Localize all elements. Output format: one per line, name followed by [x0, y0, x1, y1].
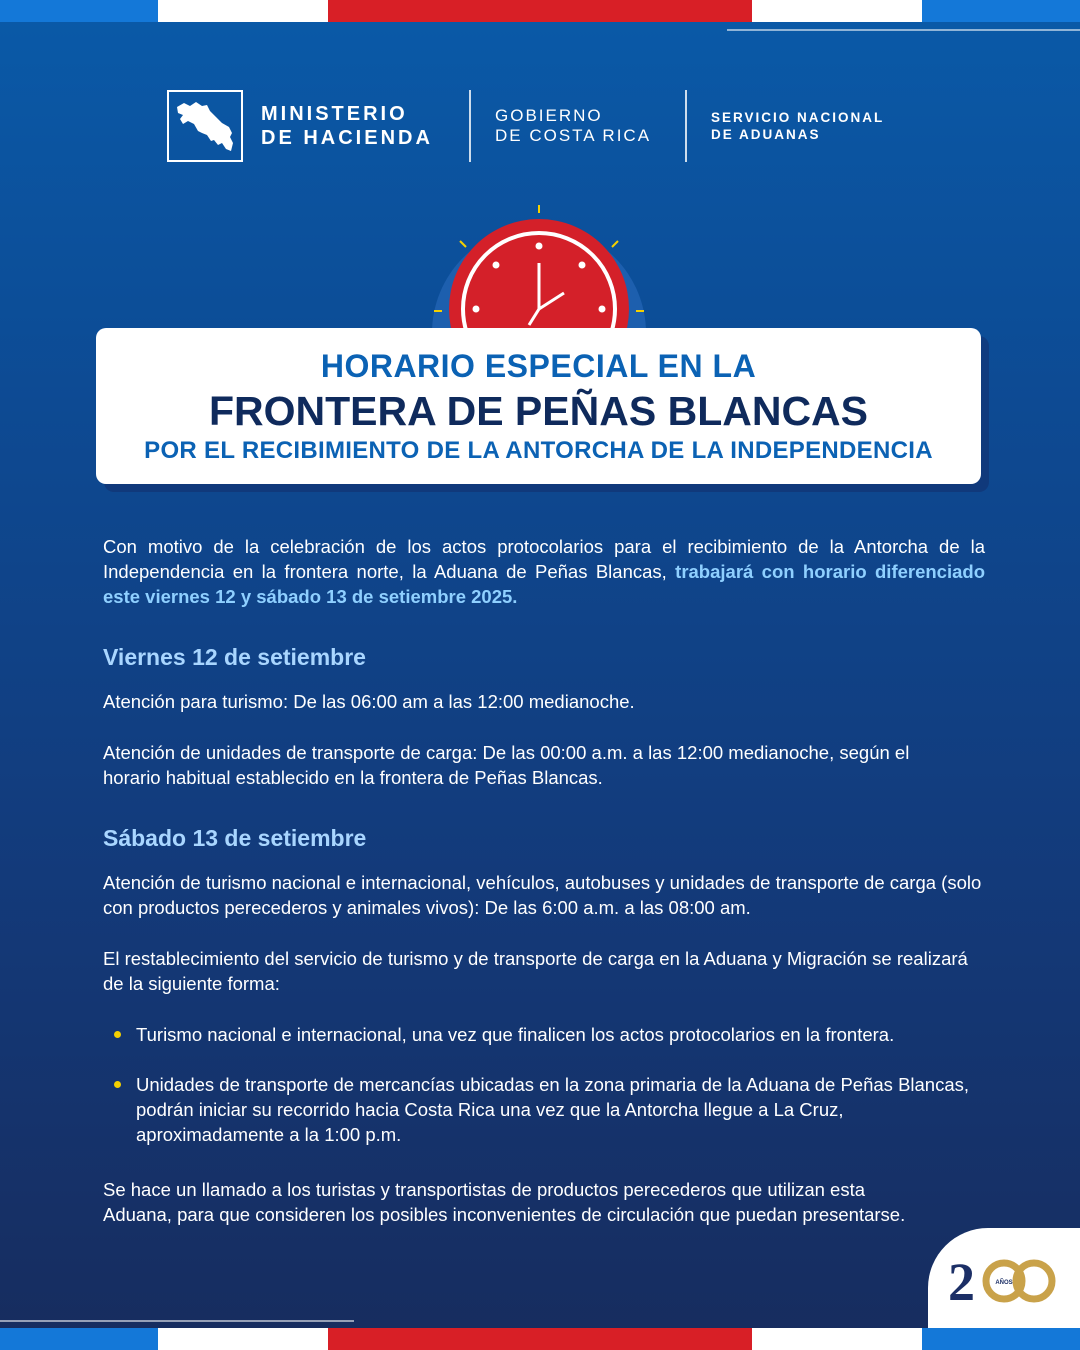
title-card [96, 328, 981, 484]
intro-paragraph [103, 534, 985, 609]
closing-paragraph: Se hace un llamado a los turistas y transportistas de productos perecederos que utilizan esta Aduana, para que consideren los posibles inconvenientes de circulación que puedan presentarse. [103, 1179, 906, 1225]
title-line2: FRONTERA DE PEÑAS BLANCAS [208, 388, 869, 434]
bottom-divider-line [0, 1320, 354, 1322]
ministry-line2: DE HACIENDA [261, 127, 433, 149]
anniversary-badge [928, 1228, 1080, 1328]
saturday-item-restoration: El restablecimiento del servicio de turismo y de transporte de carga en la Aduana y Migración se realizará de la siguiente forma: [103, 948, 968, 994]
list-item [103, 1022, 1003, 1047]
badge-small-text: AÑOS [995, 1280, 1013, 1286]
gobierno-name [495, 106, 665, 146]
header-separator [469, 90, 471, 162]
header [167, 90, 884, 162]
main-content [103, 534, 1003, 1227]
list-item-text: Turismo nacional e internacional, una vez que finalicen los actos protocolarios en la frontera. [136, 1024, 895, 1045]
anniversary-200-logo [928, 1228, 1080, 1328]
costa-rica-map-icon [167, 90, 243, 162]
restoration-list [103, 1022, 1003, 1147]
title-line1: HORARIO ESPECIAL EN LA [320, 348, 757, 384]
list-item [103, 1072, 983, 1147]
ministry-line1: MINISTERIO [261, 103, 408, 125]
top-divider-line [727, 29, 1080, 31]
saturday-title: Sábado 13 de setiembre [103, 825, 367, 851]
saturday-item-tourism: Atención de turismo nacional e internacional, vehículos, autobuses y unidades de transporte de carga (solo con productos perecederos y animales vivos): De las 6:00 a.m. a las 08:00 am. [103, 872, 982, 918]
servicio-line2: DE ADUANAS [711, 127, 821, 142]
header-separator [685, 90, 687, 162]
bottom-flag-stripe [0, 1328, 1080, 1350]
clock-icon [432, 203, 646, 333]
friday-item-cargo: Atención de unidades de transporte de carga: De las 00:00 a.m. a las 12:00 medianoche, según el horario habitual establecido en la frontera de Peñas Blancas. [103, 742, 910, 788]
friday-item-tourism: Atención para turismo: De las 06:00 am a las 12:00 medianoche. [103, 691, 635, 712]
bullet-icon [114, 1081, 121, 1088]
intro-highlight: trabajará con horario diferenciado este viernes 12 y sábado 13 de setiembre 2025. [103, 561, 985, 607]
servicio-name [711, 109, 884, 143]
friday-title: Viernes 12 de setiembre [103, 644, 366, 670]
bullet-icon [114, 1031, 121, 1038]
badge-digit-2: 2 [948, 1252, 975, 1312]
title-line3: POR EL RECIBIMIENTO DE LA ANTORCHA DE LA INDEPENDENCIA [144, 437, 933, 464]
gobierno-line1: GOBIERNO [495, 106, 603, 125]
gobierno-line2: DE COSTA RICA [495, 126, 652, 145]
list-item-text: Unidades de transporte de mercancías ubicadas en la zona primaria de la Aduana de Peñas Blancas, podrán iniciar su recorrido hacia Costa Rica una vez que la Antorcha llegue a La Cruz, aproximadamente a la 1:00 p.m. [136, 1074, 970, 1145]
servicio-line1: SERVICIO NACIONAL [711, 110, 885, 125]
intro-text: Con motivo de la celebración de los actos protocolarios para el recibimiento de la Antorcha de la Independencia en la frontera norte, la Aduana de Peñas Blancas, [103, 536, 985, 582]
ministry-name [261, 102, 451, 150]
top-flag-stripe [0, 0, 1080, 22]
